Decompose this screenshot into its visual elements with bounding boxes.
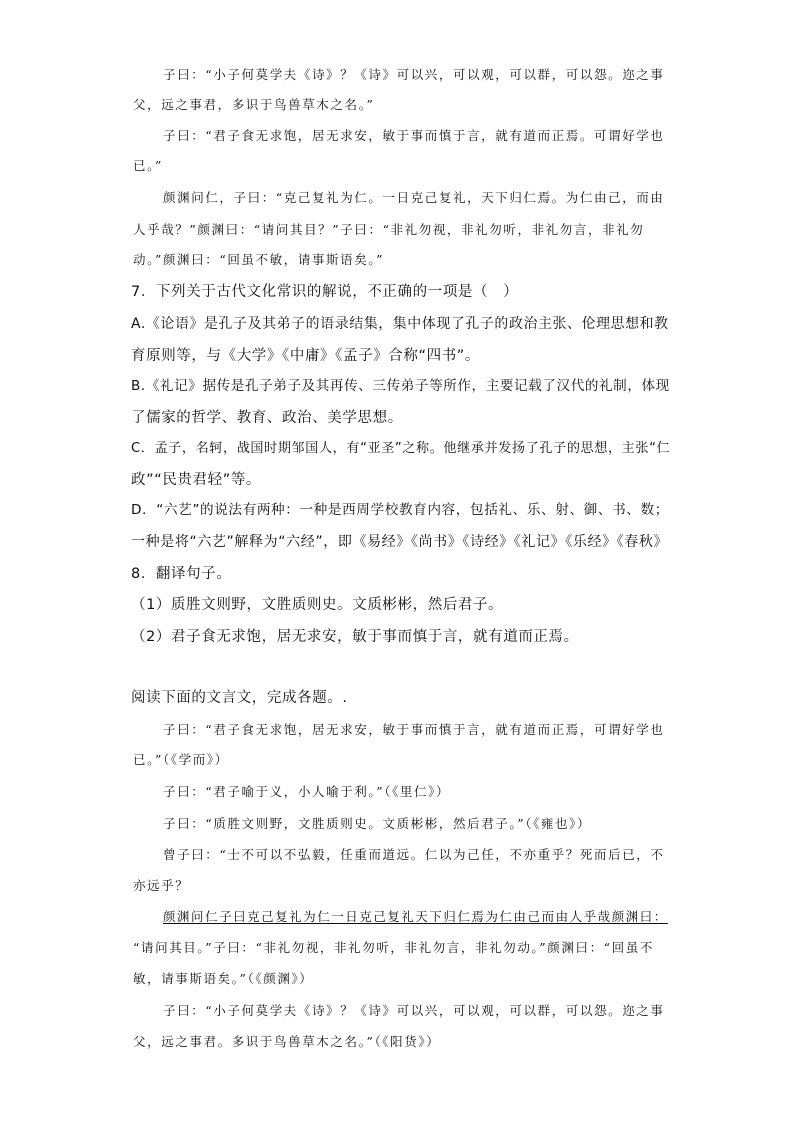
question8-item: （1）质胜文则野，文胜质则史。文质彬彬，然后君子。 (131, 597, 504, 613)
question7-option-line: 育原则等，与《大学》《中庸》《孟子》合称“四书”。 (131, 348, 481, 364)
question7-stem: 7．下列关于古代文化常识的解说，不正确的一项是（ ） (131, 284, 519, 300)
passage1-line: 颜渊问仁，子曰：“克己复礼为仁。一日克己复礼，天下归仁焉。为仁由己，而由 (163, 190, 665, 205)
passage1-line: 子曰：“小子何莫学夫《诗》？《诗》可以兴，可以观，可以群，可以怨。迩之事 (163, 67, 665, 82)
passage1-line: 已。” (133, 158, 163, 173)
passage2-line: 亦远乎？ (133, 878, 190, 893)
question8-item: （2）君子食无求饱，居无求安，敏于事而慎于言，就有道而正焉。 (131, 629, 579, 645)
passage2-line: 子曰：“君子喻于义，小人喻于利。”（《里仁》） (163, 784, 451, 799)
passage2-line: 父，远之事君。多识于鸟兽草木之名。”（《阳货》） (133, 1034, 441, 1049)
passage2-unpunctuated-line: 颜渊问仁子曰克己复礼为仁一日克己复礼天下归仁焉为仁由己而由人乎哉颜渊曰： (163, 909, 668, 924)
passage2-line: 子曰：“质胜文则野，文胜质则史。文质彬彬，然后君子。”（《雍也》） (163, 816, 592, 831)
question7-option-line: B.《礼记》据传是孔子弟子及其再传、三传弟子等所作，主要记载了汉代的礼制，体现 (131, 378, 670, 394)
passage2-line: 子曰：“小子何莫学夫《诗》？《诗》可以兴，可以观，可以群，可以怨。迩之事 (163, 1003, 665, 1018)
passage1-line: 父，远之事君，多识于鸟兽草木之名。” (133, 97, 375, 112)
passage1-line: 动。”颜渊曰：“回虽不敏，请事斯语矣。” (133, 252, 385, 267)
passage2-intro: 阅读下面的文言文，完成各题。. (131, 690, 348, 706)
question7-option-line: 一种是将“六艺”解释为“六经”，即《易经》《尚书》《诗经》《礼记》《乐经》《春秋》 (131, 534, 669, 550)
passage2-line: 子曰：“君子食无求饱，居无求安，敏于事而慎于言，就有道而正焉，可谓好学也 (163, 722, 665, 737)
question7-option-line: 政”“民贵君轻”等。 (131, 472, 262, 488)
passage2-line: 已。”（《学而》） (133, 752, 229, 767)
question7-option-line: C．孟子，名轲，战国时期邹国人，有“亚圣”之称。他继承并发扬了孔子的思想，主张“仁 (131, 441, 671, 456)
passage1-line: 子曰：“君子食无求饱，居无求安，敏于事而慎于言，就有道而正焉。可谓好学也 (163, 128, 665, 143)
question7-option-line: 了儒家的哲学、教育、政治、美学思想。 (131, 410, 403, 426)
question7-option-line: A.《论语》是孔子及其弟子的语录结集，集中体现了孔子的政治主张、伦理思想和教 (131, 316, 669, 332)
passage1-line: 人乎哉？”颜渊曰：“请问其目？”子曰：“非礼勿视，非礼勿听，非礼勿言，非礼勿 (133, 222, 645, 237)
passage2-line: “请问其目。”子曰：“非礼勿视，非礼勿听，非礼勿言，非礼勿动。”颜渊曰：“回虽不 (133, 940, 654, 955)
passage2-line: 敏，请事斯语矣。”（《颜渊》） (133, 971, 314, 986)
question7-option-line: D．“六艺”的说法有两种：一种是西周学校教育内容，包括礼、乐、射、御、书、数； (131, 502, 669, 518)
passage2-line: 曾子曰：“士不可以不弘毅，任重而道远。仁以为己任，不亦重乎？死而后已，不 (163, 847, 665, 862)
question8-stem: 8．翻译句子。 (131, 566, 232, 582)
